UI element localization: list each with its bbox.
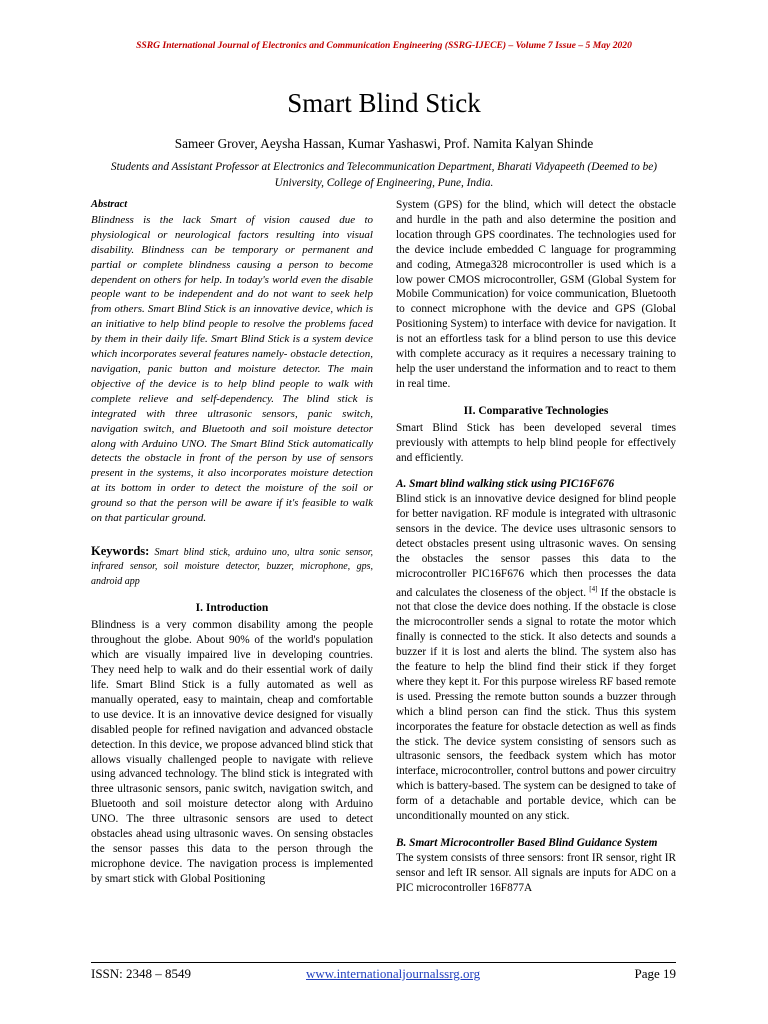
introduction-heading: I. Introduction <box>195 602 269 615</box>
right-column <box>396 198 676 896</box>
section-b-text: The system consists of three sensors: front IR sensor, right IR sensor and left IR sensor. All signals are inputs for ADC on a PIC microcontroller 16F877A <box>396 851 676 894</box>
comparative-heading: II. Comparative Technologies <box>463 404 609 417</box>
keywords <box>91 544 373 590</box>
citation-ref[interactable]: [4] <box>589 584 598 593</box>
section-a-text <box>396 492 676 824</box>
section-b-heading: B. Smart Microcontroller Based Blind Guidance System <box>396 837 658 850</box>
footer-page-number: Page 19 <box>634 966 676 981</box>
introduction-continued-text: System (GPS) for the blind, which will detect the obstacle and hurdle in the path and also determine the position and location through GPS coordinates. The technologies used for the device include embedded C language for programming and coding, Atmega328 microcontroller is used which is a low power CMOS microcontroller, GSM (Global System for Mobile Communication) for voice communication, Bluetooth to connect microphone with the device and GPS (Global Positioning System) to interface with device for navigation. It is not an effortless task for a blind person to use this device with complete accuracy as it requires a necessary training to help the user understand the information and to react to them in real time. <box>396 199 676 390</box>
section-a-text-part1: Blind stick is an innovative device designed for blind people for better navigation. RF module is integrated with ultrasonic sensors in the device. The device uses ultrasonic sensors to detect obstacles present using ultrasonic waves. On sensing the obstacles the sensor passes this data to the microcontroller PIC16F676 which then processes the data and calculates the closeness of the object. <box>396 493 676 599</box>
paper-affiliation: Students and Assistant Professor at Electronics and Telecommunication Department, Bharati Vidyapeeth (Deemed to be) University, College of Engineering, Pune, India. <box>110 161 658 189</box>
introduction-text: Blindness is a very common disability among the people throughout the globe. About 90% of the world's population which are visually impaired live in developing countries. They need help to walk and do their essential work of daily life. Smart Blind Stick is a fully automated as well as manually operated, easy to maintain, cheap and comfortable to use device. It is an innovative device designed for visually disabled people for refined navigation and advanced obstacle detection. In this device, we propose advanced blind stick that allows visually challenged people to navigate with relieve using advanced technology. The blind stick is integrated with three ultrasonic sensors, panic switch, navigation switch, and Bluetooth and soil moisture detector along with Arduino UNO. The three ultrasonic sensors are used to detect obstacles ahead using ultrasonic waves. On sensing obstacles the sensor passes this data to the person through the microphone device. The navigation process is implemented by smart stick with Global Positioning <box>91 619 373 885</box>
comparative-text: Smart Blind Stick has been developed several times previously with attempts to help blind people for effectively and efficiently. <box>396 421 676 464</box>
abstract-text: Blindness is the lack Smart of vision caused due to physiological or neurological factors resulting into visual disability. Blindness can be temporary or permanent and partial or complete blindness causing a person to become dependent on others for help. In today's world even the disable people want to be independent and do not want to seek help from others. Smart Blind Stick is an innovative device, which is an initiative to help blind people to resolve the problems faced by them in their daily life. Smart Blind Stick is a system device which incorporates several features namely- obstacle detection, navigation, panic button and moisture detector. The main objective of the device is to help blind people to walk with complete relieve and self-dependency. The blind stick is integrated with three ultrasonic sensors, panic switch, navigation switch, and Bluetooth and soil moisture detector along with Arduino UNO. The Smart Blind Stick automatically detects the obstacle in front of the person by use of sensors present in the systems, it also incorporates moisture detection at its bottom in order to detect the moisture of the soil or ground so that the person will be aware if it's feasible to walk on that particular ground. <box>91 213 373 525</box>
footer-divider <box>91 962 676 963</box>
keywords-label: Keywords: <box>91 543 150 558</box>
left-column <box>91 198 373 887</box>
footer-issn: ISSN: 2348 – 8549 <box>91 966 192 981</box>
paper-title: Smart Blind Stick <box>287 88 481 118</box>
section-a-heading: A. Smart blind walking stick using PIC16F676 <box>396 478 615 491</box>
keywords-text: Smart blind stick, arduino uno, ultra sonic sensor, infrared sensor, soil moisture detector, buzzer, microphone, gps, android app <box>91 546 373 587</box>
journal-header: SSRG International Journal of Electronics and Communication Engineering (SSRG-IJECE) – Volume 7 Issue – 5 May 2020 <box>136 40 632 51</box>
section-a-text-part2: If the obstacle is not that close the device does nothing. If the obstacle is close the microcontroller sends a signal to rotate the motor which finally is connected to the stick. It also detects and sounds a buzzer if it is lost and alerts the blind. The system also has the feature to help the blind find their stick if they forget where they kept it. For this purpose wireless RF based remote is used. Pressing the remote button sounds a buzzer through which a blind person can find the stick. Thus this system incorporates the feature for obstacle detection as well as finds the stick. The device system consisting of sensors such as ultrasonic sensors, the feedback system which has motor interface, microcontroller, control buttons and power circuitry which is battery-based. The system can be designed to take of form of a detachable and portable device, which can be unconditionally mounted on any stick. <box>396 586 677 823</box>
footer-journal-link[interactable]: www.internationaljournalssrg.org <box>306 966 481 981</box>
paper-authors: Sameer Grover, Aeysha Hassan, Kumar Yashaswi, Prof. Namita Kalyan Shinde <box>174 136 594 151</box>
abstract-heading: Abstract <box>91 199 128 210</box>
